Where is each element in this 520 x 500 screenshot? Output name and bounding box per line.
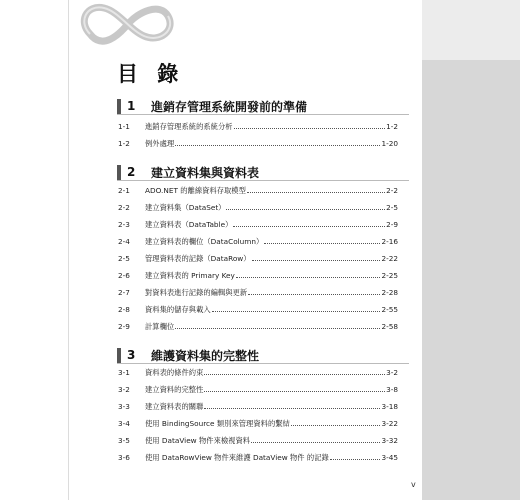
dot-leader (234, 120, 386, 129)
entry-page: 2-16 (381, 237, 398, 246)
dot-leader (264, 235, 380, 244)
entry-title: 建立資料表（DataTable） (145, 220, 233, 229)
entry-page: 1-20 (381, 139, 398, 148)
dot-leader (226, 201, 385, 210)
entry-title: 例外處理 (145, 139, 175, 148)
dot-leader (251, 434, 380, 443)
entry-title: 資料集的儲存與載入 (145, 305, 211, 314)
chapter-marker (117, 348, 121, 363)
toc-entry[interactable] (118, 184, 398, 196)
entry-title: 進銷存管理系統的系統分析 (145, 122, 233, 131)
entry-title: 建立資料集（DataSet） (145, 203, 226, 212)
dot-leader (204, 383, 385, 392)
entry-page: 3-45 (381, 453, 398, 462)
chapter-marker (117, 99, 121, 114)
toc-entry[interactable] (118, 252, 398, 264)
toc-entry[interactable] (118, 218, 398, 230)
dot-leader (291, 417, 381, 426)
chapter-heading[interactable] (117, 347, 409, 364)
dot-leader (204, 366, 385, 375)
chapter-title: 進銷存管理系統開發前的準備 (151, 99, 308, 114)
toc-entry[interactable] (118, 320, 398, 332)
entry-page: 3-8 (386, 385, 398, 394)
chapter-heading[interactable] (117, 98, 409, 115)
entry-page: 2-28 (381, 288, 398, 297)
entry-page: 2-58 (381, 322, 398, 331)
entry-title: 使用 BindingSource 類別來管理資料的繫結 (145, 419, 290, 428)
entry-title: 建立資料表的 Primary Key (145, 271, 235, 280)
toc-entry[interactable] (118, 417, 398, 429)
entry-page: 3-2 (386, 368, 398, 377)
chapter-title: 建立資料集與資料表 (151, 165, 260, 180)
entry-title: 建立資料表的關聯 (145, 402, 204, 411)
entry-number: 1-1 (118, 122, 130, 131)
entry-number: 3-2 (118, 385, 130, 394)
side-strip (422, 0, 520, 500)
entry-page: 2-2 (386, 186, 398, 195)
entry-page: 3-32 (381, 436, 398, 445)
entry-number: 2-6 (118, 271, 130, 280)
chapter-number: 1 (127, 99, 136, 113)
dot-leader (175, 320, 380, 329)
dot-leader (204, 400, 380, 409)
toc-entry[interactable] (118, 383, 398, 395)
entry-page: 1-2 (386, 122, 398, 131)
toc-entry[interactable] (118, 137, 398, 149)
entry-page: 2-9 (386, 220, 398, 229)
entry-number: 2-7 (118, 288, 130, 297)
entry-title: 計算欄位 (145, 322, 175, 331)
toc-entry[interactable] (118, 303, 398, 315)
page-title: 目 錄 (117, 62, 185, 86)
toc-entry[interactable] (118, 201, 398, 213)
entry-title: 建立資料的完整性 (145, 385, 204, 394)
chapter-title: 維護資料集的完整性 (151, 348, 260, 363)
entry-page: 2-5 (386, 203, 398, 212)
toc-entry[interactable] (118, 269, 398, 281)
infinity-logo (72, 0, 182, 60)
entry-number: 3-6 (118, 453, 130, 462)
toc-entry[interactable] (118, 451, 398, 463)
entry-number: 2-8 (118, 305, 130, 314)
dot-leader (233, 218, 385, 227)
dot-leader (248, 286, 380, 295)
dot-leader (212, 303, 381, 312)
entry-page: 3-18 (381, 402, 398, 411)
dot-leader (175, 137, 380, 146)
toc-entry[interactable] (118, 434, 398, 446)
entry-title: ADO.NET 的離線資料存取模型 (145, 186, 246, 195)
entry-page: 2-25 (381, 271, 398, 280)
dot-leader (236, 269, 381, 278)
dot-leader (330, 451, 381, 460)
entry-title: 管理資料表的記錄（DataRow） (145, 254, 251, 263)
entry-number: 2-1 (118, 186, 130, 195)
chapter-marker (117, 165, 121, 180)
entry-title: 建立資料表的欄位（DataColumn） (145, 237, 264, 246)
chapter-number: 3 (127, 348, 136, 362)
entry-number: 2-3 (118, 220, 130, 229)
dot-leader (252, 252, 381, 261)
entry-number: 3-1 (118, 368, 130, 377)
entry-number: 2-2 (118, 203, 130, 212)
entry-title: 對資料表進行記錄的編輯與更新 (145, 288, 248, 297)
entry-number: 2-9 (118, 322, 130, 331)
entry-title: 使用 DataView 物件來檢視資料 (145, 436, 251, 445)
entry-title: 資料表的條件約束 (145, 368, 204, 377)
entry-number: 3-5 (118, 436, 130, 445)
entry-number: 3-3 (118, 402, 130, 411)
entry-page: 2-55 (381, 305, 398, 314)
toc-entry[interactable] (118, 120, 398, 132)
entry-number: 2-5 (118, 254, 130, 263)
entry-title: 使用 DataRowView 物件來維護 DataView 物件 的記錄 (145, 453, 329, 462)
dot-leader (247, 184, 385, 193)
toc-entry[interactable] (118, 286, 398, 298)
toc-entry[interactable] (118, 400, 398, 412)
entry-page: 2-22 (381, 254, 398, 263)
entry-number: 1-2 (118, 139, 130, 148)
entry-number: 3-4 (118, 419, 130, 428)
chapter-number: 2 (127, 165, 136, 179)
toc-entry[interactable] (118, 366, 398, 378)
chapter-heading[interactable] (117, 164, 409, 181)
entry-page: 3-22 (381, 419, 398, 428)
entry-number: 2-4 (118, 237, 130, 246)
toc-entry[interactable] (118, 235, 398, 247)
page-number: v (411, 480, 416, 489)
